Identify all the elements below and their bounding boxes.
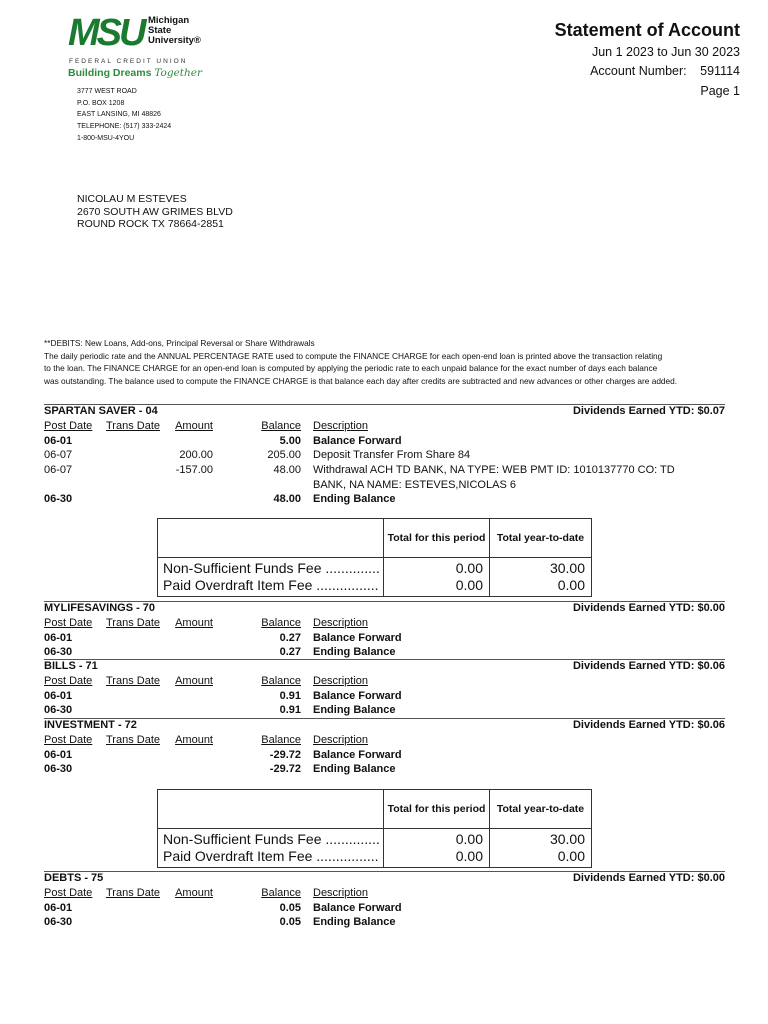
fee-summary-table — [157, 518, 592, 597]
col-description: Description — [313, 617, 369, 629]
transaction-row — [44, 762, 725, 777]
amount: 200.00 — [179, 449, 213, 462]
member-city: ROUND ROCK TX 78664-2851 — [77, 218, 224, 230]
section-name: MYLIFESAVINGS - 70 — [44, 602, 156, 614]
col-amount: Amount — [175, 617, 213, 629]
logo-federal-credit-union: FEDERAL CREDIT UNION — [69, 58, 188, 65]
post-date: 06-01 — [44, 434, 73, 447]
transaction-row — [44, 631, 725, 646]
post-date: 06-30 — [44, 493, 73, 506]
finance-charge-disclosure — [44, 337, 734, 387]
balance: 205.00 — [267, 449, 301, 462]
description: Balance Forward — [313, 689, 402, 702]
fee-table-body — [158, 558, 591, 596]
section-name: DEBTS - 75 — [44, 872, 104, 884]
col-description: Description — [313, 887, 369, 899]
statement-period: Jun 1 2023 to Jun 30 2023 — [591, 45, 740, 59]
logo-word: State — [148, 25, 172, 36]
section-header — [44, 404, 725, 419]
post-date: 06-01 — [44, 689, 73, 702]
fee-period: 0.00 — [455, 831, 483, 847]
post-date: 06-01 — [44, 748, 73, 761]
balance: 48.00 — [273, 493, 301, 506]
logo-tagline — [68, 67, 202, 79]
fee-head-ytd: Total year-to-date — [489, 790, 591, 828]
description: Balance Forward — [313, 434, 402, 447]
post-date: 06-07 — [44, 449, 73, 462]
description: Balance Forward — [313, 901, 402, 914]
fee-head-period: Total for this period — [383, 519, 489, 557]
description: Deposit Transfer From Share 84 — [313, 449, 471, 462]
address-line: TELEPHONE: (517) 333-2424 — [77, 123, 172, 131]
balance: 0.27 — [279, 646, 301, 659]
post-date: 06-07 — [44, 464, 73, 477]
address-line: 3777 WEST ROAD — [77, 88, 137, 95]
logo-word: Michigan — [148, 15, 190, 26]
dividends-ytd: Dividends Earned YTD: $0.06 — [572, 719, 725, 731]
balance: 0.05 — [279, 901, 301, 914]
transaction-row — [44, 689, 725, 704]
transaction-row — [44, 434, 725, 449]
fee-label: Non-Sufficient Funds Fee .............. — [163, 831, 380, 847]
member-name: NICOLAU M ESTEVES — [77, 193, 187, 205]
col-description: Description — [313, 420, 369, 432]
balance: 0.27 — [279, 631, 301, 644]
account-section-spartan-saver — [44, 404, 725, 507]
balance: -29.72 — [269, 763, 301, 776]
balance: 0.05 — [279, 916, 301, 929]
fee-row-nsf — [158, 560, 591, 577]
account-section-bills — [44, 659, 725, 718]
dividends-ytd: Dividends Earned YTD: $0.00 — [572, 602, 725, 614]
transaction-row — [44, 492, 725, 507]
transaction-row — [44, 901, 725, 916]
logo-words — [148, 16, 201, 46]
page-number: Page 1 — [700, 84, 740, 98]
account-section-mylifesavings — [44, 601, 725, 660]
post-date: 06-30 — [44, 916, 73, 929]
col-amount: Amount — [175, 675, 213, 687]
post-date: 06-01 — [44, 631, 73, 644]
fee-period: 0.00 — [455, 560, 483, 576]
column-headers — [44, 733, 725, 748]
post-date: 06-30 — [44, 763, 73, 776]
msu-fcu-logo — [68, 12, 208, 79]
fee-row-nsf — [158, 831, 591, 848]
fee-label: Paid Overdraft Item Fee ................ — [163, 848, 379, 864]
section-header — [44, 718, 725, 733]
col-post-date: Post Date — [44, 617, 93, 629]
col-amount: Amount — [175, 420, 213, 432]
fee-period: 0.00 — [455, 848, 483, 864]
section-name: BILLS - 71 — [44, 660, 98, 672]
balance: 0.91 — [279, 704, 301, 717]
account-section-debts — [44, 871, 725, 930]
address-line: P.O. BOX 1208 — [77, 99, 125, 107]
fee-head-period: Total for this period — [383, 790, 489, 828]
description: Ending Balance — [313, 493, 396, 506]
section-header — [44, 659, 725, 674]
disclosure-line: to the loan. The FINANCE CHARGE for an open-end loan is computed by applying the periodic rate to each unpaid balance for the exact number of days each balance — [44, 363, 658, 374]
description: Ending Balance — [313, 916, 396, 929]
fee-ytd: 30.00 — [549, 831, 585, 847]
transaction-row — [44, 463, 725, 492]
col-trans-date: Trans Date — [106, 734, 161, 746]
disclosure-line: **DEBITS: New Loans, Add-ons, Principal Reversal or Share Withdrawals — [44, 338, 315, 348]
fee-label: Paid Overdraft Item Fee ................ — [163, 577, 379, 593]
logo-tagline-a: Building Dreams — [68, 67, 152, 79]
fee-row-overdraft — [158, 848, 591, 865]
dividends-ytd: Dividends Earned YTD: $0.06 — [572, 660, 725, 672]
col-amount: Amount — [175, 887, 213, 899]
member-street: 2670 SOUTH AW GRIMES BLVD — [77, 205, 233, 218]
account-number: 591114 — [700, 64, 740, 78]
description: Withdrawal ACH TD BANK, NA TYPE: WEB PMT ID: 1010137770 CO: TD BANK, NA NAME: ESTEVES,NICOLAS 6 — [313, 464, 675, 491]
disclosure-line: The daily periodic rate and the ANNUAL PERCENTAGE RATE used to compute the FINANCE CHARGE for each open-end loan is printed above the transaction relating — [44, 350, 663, 361]
col-trans-date: Trans Date — [106, 420, 161, 432]
fee-label: Non-Sufficient Funds Fee .............. — [163, 560, 380, 576]
col-amount: Amount — [175, 734, 213, 746]
amount: -157.00 — [175, 464, 213, 477]
column-headers — [44, 886, 725, 901]
logo-mark: MSU — [68, 12, 144, 54]
transaction-row — [44, 448, 725, 463]
description: Balance Forward — [313, 631, 402, 644]
col-post-date: Post Date — [44, 675, 93, 687]
transaction-row — [44, 645, 725, 660]
column-headers — [44, 674, 725, 689]
col-description: Description — [313, 734, 369, 746]
transaction-row — [44, 703, 725, 718]
section-name: INVESTMENT - 72 — [44, 719, 137, 731]
description: Ending Balance — [313, 763, 396, 776]
account-number-line — [590, 64, 740, 78]
col-balance: Balance — [261, 887, 301, 899]
post-date: 06-30 — [44, 646, 73, 659]
col-post-date: Post Date — [44, 420, 93, 432]
statement-title: Statement of Account — [554, 20, 740, 40]
balance: 48.00 — [273, 464, 301, 477]
transaction-row — [44, 915, 725, 930]
fee-period: 0.00 — [455, 577, 483, 593]
logo-word: University® — [148, 35, 201, 46]
description: Ending Balance — [313, 704, 396, 717]
description: Ending Balance — [313, 646, 396, 659]
fee-table-body — [158, 829, 591, 867]
col-balance: Balance — [261, 675, 301, 687]
col-balance: Balance — [261, 734, 301, 746]
transaction-row — [44, 748, 725, 763]
column-headers — [44, 419, 725, 434]
dividends-ytd: Dividends Earned YTD: $0.00 — [572, 872, 725, 884]
credit-union-address — [77, 86, 171, 145]
dividends-ytd: Dividends Earned YTD: $0.07 — [572, 405, 725, 417]
col-trans-date: Trans Date — [106, 617, 161, 629]
member-address — [77, 193, 233, 231]
fee-row-overdraft — [158, 577, 591, 594]
balance: -29.72 — [269, 748, 301, 761]
section-header — [44, 871, 725, 886]
logo-tagline-b: Together — [154, 67, 203, 79]
disclosure-line: was outstanding. The balance used to compute the FINANCE CHARGE is that balance each day after credits are subtracted and new advances or other charges are added. — [44, 375, 678, 386]
fee-ytd: 30.00 — [549, 560, 585, 576]
balance: 0.91 — [279, 689, 301, 702]
fee-table-header — [158, 790, 591, 829]
balance: 5.00 — [279, 434, 301, 447]
address-line: 1-800-MSU-4YOU — [77, 134, 135, 142]
fee-ytd: 0.00 — [557, 848, 585, 864]
fee-summary-table — [157, 789, 592, 868]
fee-head-ytd: Total year-to-date — [489, 519, 591, 557]
col-post-date: Post Date — [44, 734, 93, 746]
col-description: Description — [313, 675, 369, 687]
fee-ytd: 0.00 — [557, 577, 585, 593]
col-trans-date: Trans Date — [106, 675, 161, 687]
address-line: EAST LANSING, MI 48826 — [77, 111, 161, 119]
fee-table-header — [158, 519, 591, 558]
column-headers — [44, 616, 725, 631]
col-trans-date: Trans Date — [106, 887, 161, 899]
description: Balance Forward — [313, 748, 402, 761]
account-section-investment — [44, 718, 725, 777]
col-balance: Balance — [261, 420, 301, 432]
post-date: 06-30 — [44, 704, 73, 717]
section-name: SPARTAN SAVER - 04 — [44, 405, 158, 417]
account-number-label: Account Number: — [590, 64, 687, 78]
col-post-date: Post Date — [44, 887, 93, 899]
section-header — [44, 601, 725, 616]
col-balance: Balance — [261, 617, 301, 629]
post-date: 06-01 — [44, 901, 73, 914]
